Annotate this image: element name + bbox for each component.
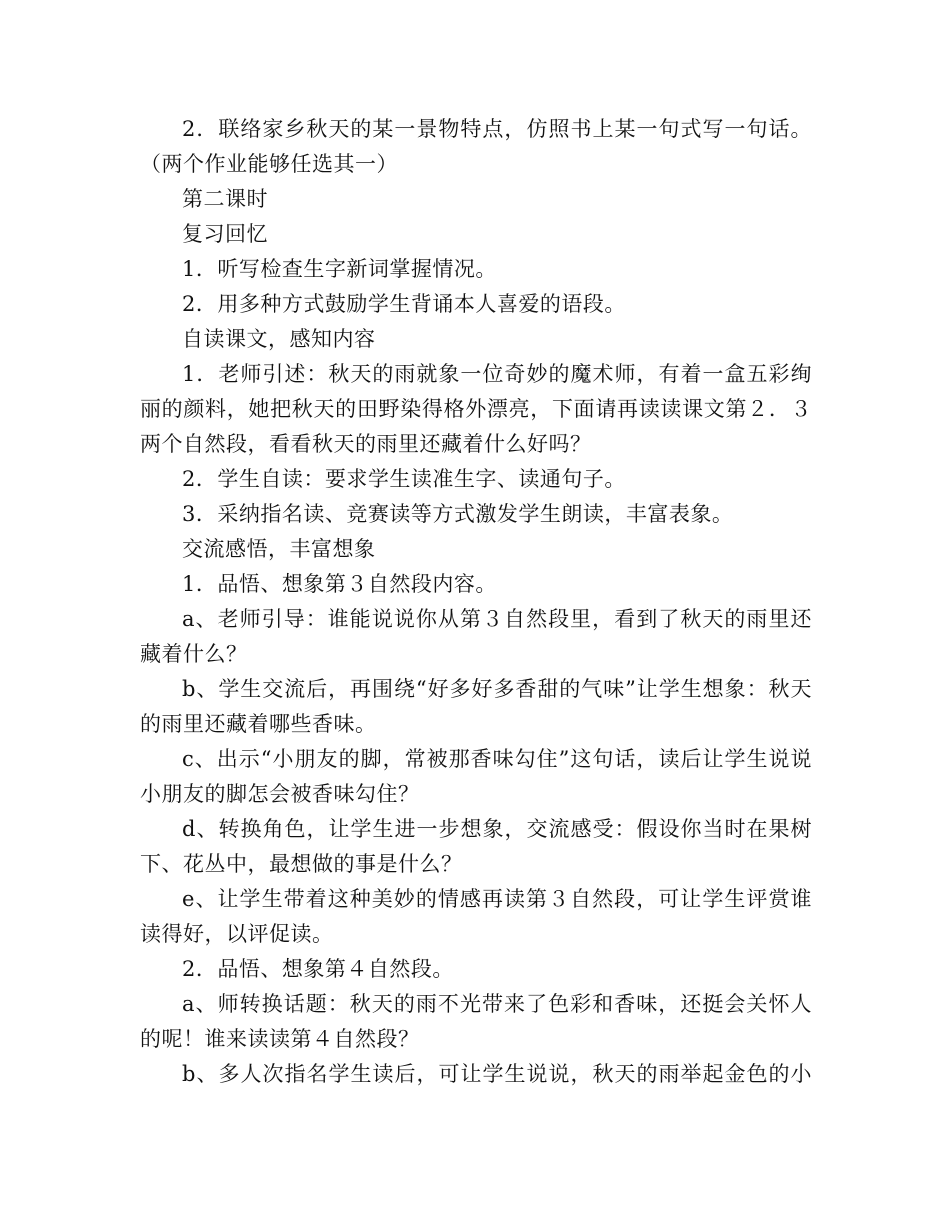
paragraph-exchange-1e: e、让学生带着这种美妙的情感再读第３自然段，可让学生评赏谁读得好，以评促读。 [140,887,812,946]
heading-review: 复习回忆 [182,222,268,246]
paragraph-exchange-1b: b、学生交流后，再围绕“好多好多香甜的气味”让学生想象：秋天的雨里还藏着哪些香味。 [140,677,812,736]
paragraph-self-reading-1: 1．老师引述：秋天的雨就象一位奇妙的魔术师，有着一盒五彩绚丽的颜料，她把秋天的田野染得格外漂亮，下面请再读读课文第２．３两个自然段，看看秋天的雨里还藏着什么好吗？ [140,362,812,456]
heading-self-reading: 自读课文，感知内容 [182,327,376,351]
paragraph-exchange-1a: a、老师引导：谁能说说你从第３自然段里，看到了秋天的雨里还藏着什么？ [140,607,812,666]
paragraph-exchange-1c: c、出示“小朋友的脚，常被那香味勾住”这句话，读后让学生说说小朋友的脚怎会被香味勾住？ [140,747,812,806]
paragraph-review-2: 2．用多种方式鼓励学生背诵本人喜爱的语段。 [182,292,626,316]
paragraph-exchange-1: 1．品悟、想象第３自然段内容。 [182,572,497,596]
paragraph-self-reading-3: 3．采纳指名读、竞赛读等方式激发学生朗读，丰富表象。 [182,502,734,526]
paragraph-exchange-2b: b、多人次指名学生读后，可让学生说说，秋天的雨举起金色的小 [182,1062,812,1086]
paragraph-exchange-2a: a、师转换话题：秋天的雨不光带来了色彩和香味，还挺会关怀人的呢！谁来读读第４自然段？ [140,992,812,1051]
paragraph-homework-2: 2．联络家乡秋天的某一景物特点，仿照书上某一句式写一句话。（两个作业能够任选其一） [140,117,812,176]
paragraph-self-reading-2: 2．学生自读：要求学生读准生字、读通句子。 [182,467,626,491]
paragraph-review-1: 1．听写检查生字新词掌握情况。 [182,257,497,281]
document-body [140,112,812,1092]
paragraph-exchange-1d: d、转换角色，让学生进一步想象，交流感受：假设你当时在果树下、花丛中，最想做的事是什么？ [140,817,812,876]
heading-second-lesson: 第二课时 [182,187,268,211]
paragraph-exchange-2: 2．品悟、想象第４自然段。 [182,957,454,981]
heading-exchange: 交流感悟，丰富想象 [182,537,376,561]
